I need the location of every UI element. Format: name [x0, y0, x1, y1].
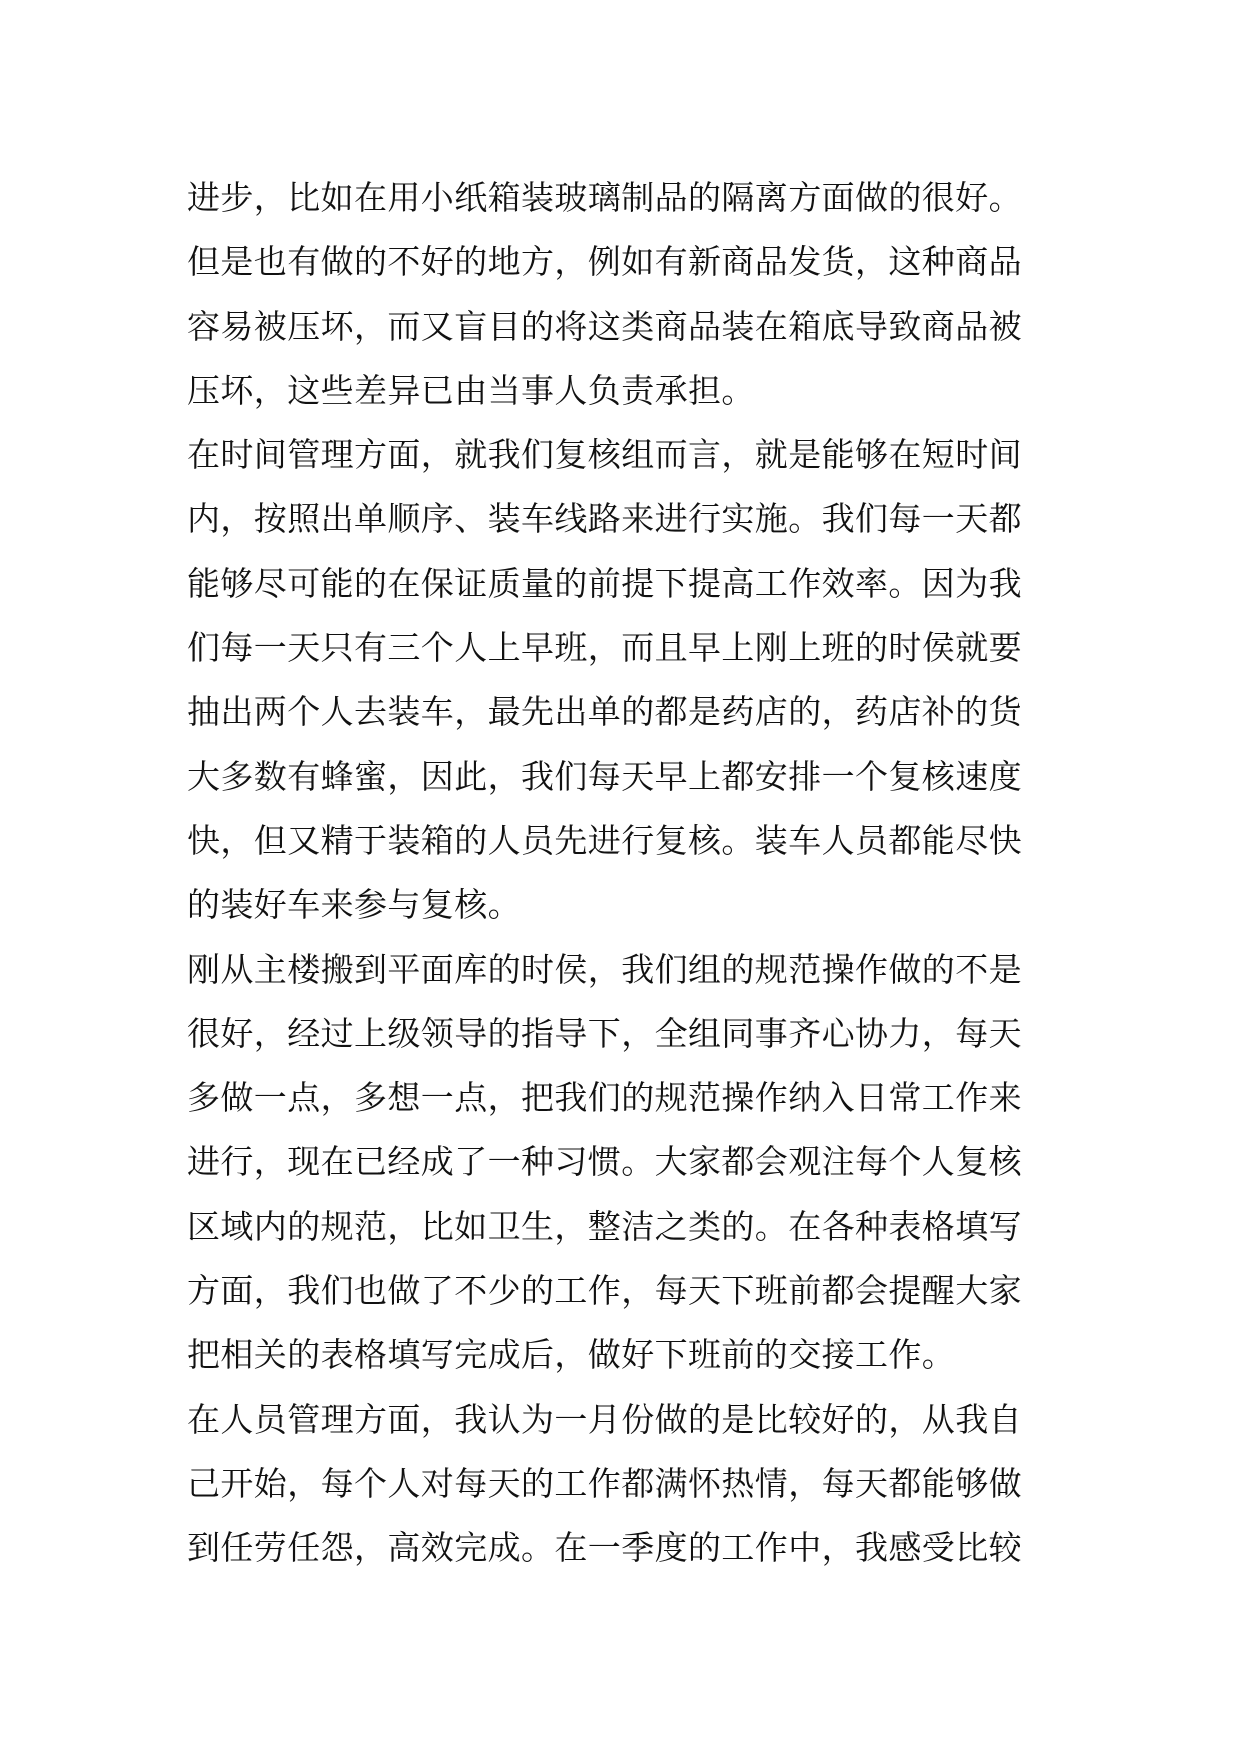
- text-line: 快，但又精于装箱的人员先进行复核。装车人员都能尽快: [187, 820, 1022, 860]
- text-line: 的装好车来参与复核。: [187, 885, 521, 925]
- text-line: 进步，比如在用小纸箱装玻璃制品的隔离方面做的很好。: [187, 178, 1022, 217]
- text-line: 到任劳任怨，高效完成。在一季度的工作中，我感受比较: [187, 1528, 1022, 1568]
- text-line: 内，按照出单顺序、装车线路来进行实施。我们每一天都: [187, 499, 1022, 539]
- text-line: 们每一天只有三个人上早班，而且早上刚上班的时侯就要: [187, 628, 1022, 668]
- text-line: 多做一点，多想一点，把我们的规范操作纳入日常工作来: [187, 1078, 1022, 1118]
- text-line: 在人员管理方面，我认为一月份做的是比较好的，从我自: [187, 1399, 1022, 1439]
- text-line: 很好，经过上级领导的指导下，全组同事齐心协力，每天: [187, 1013, 1022, 1053]
- text-line: 己开始，每个人对每天的工作都满怀热情，每天都能够做: [187, 1463, 1022, 1503]
- text-line: 能够尽可能的在保证质量的前提下提高工作效率。因为我: [187, 563, 1022, 603]
- text-line: 方面，我们也做了不少的工作，每天下班前都会提醒大家: [187, 1271, 1022, 1311]
- text-line: 把相关的表格填写完成后，做好下班前的交接工作。: [187, 1335, 956, 1375]
- text-line: 大多数有蜂蜜，因此，我们每天早上都安排一个复核速度: [187, 756, 1022, 796]
- text-line: 刚从主楼搬到平面库的时侯，我们组的规范操作做的不是: [187, 949, 1022, 989]
- text-line: 容易被压坏，而又盲目的将这类商品装在箱底导致商品被: [187, 306, 1022, 346]
- text-line: 压坏，这些差异已由当事人负责承担。: [187, 370, 755, 410]
- text-line: 抽出两个人去装车，最先出单的都是药店的，药店补的货: [187, 692, 1022, 732]
- text-line: 进行，现在已经成了一种习惯。大家都会观注每个人复核: [187, 1142, 1022, 1182]
- text-line: 区域内的规范，比如卫生，整洁之类的。在各种表格填写: [187, 1206, 1022, 1246]
- document-body: [187, 166, 1057, 1581]
- text-line: 在时间管理方面，就我们复核组而言，就是能够在短时间: [187, 435, 1022, 475]
- text-line: 但是也有做的不好的地方，例如有新商品发货，这种商品: [187, 242, 1022, 282]
